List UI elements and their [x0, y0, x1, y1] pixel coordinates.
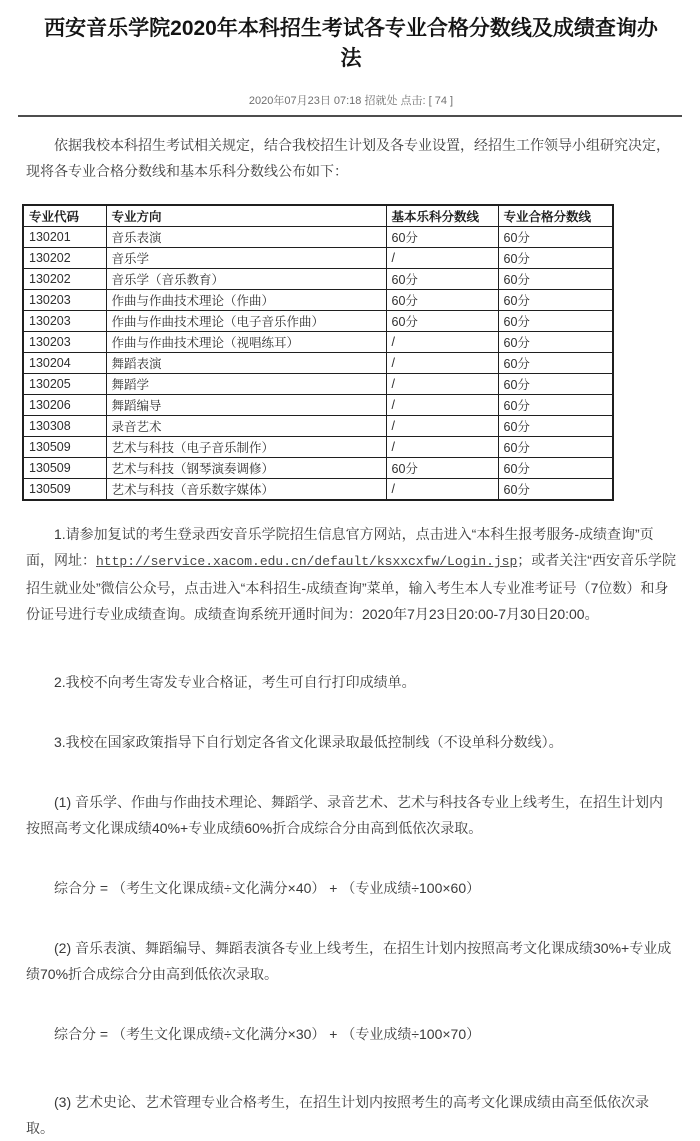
table-row [23, 395, 613, 416]
table-cell: 作曲与作曲技术理论（作曲） [106, 290, 386, 311]
col-header-major-code: 专业代码 [23, 205, 106, 227]
table-cell: 艺术与科技（钢琴演奏调修） [106, 458, 386, 479]
table-cell: 130204 [23, 353, 106, 374]
table-cell: 60分 [386, 458, 498, 479]
table-row [23, 290, 613, 311]
table-row [23, 416, 613, 437]
col-header-basic-music-score: 基本乐科分数线 [386, 205, 498, 227]
table-cell: 60分 [498, 437, 613, 458]
table-cell: 艺术与科技（音乐数字媒体） [106, 479, 386, 501]
table-cell: 音乐表演 [106, 227, 386, 248]
score-table-body [23, 227, 613, 501]
table-row [23, 479, 613, 501]
table-cell: 60分 [498, 332, 613, 353]
table-cell: / [386, 332, 498, 353]
table-cell: 130206 [23, 395, 106, 416]
intro-paragraph: 依据我校本科招生考试相关规定，结合我校招生计划及各专业设置，经招生工作领导小组研究决定，现将各专业合格分数线和基本乐科分数线公布如下： [26, 137, 670, 179]
table-cell: 60分 [498, 416, 613, 437]
table-row [23, 332, 613, 353]
rule-1-paragraph: (1) 音乐学、作曲与作曲技术理论、舞蹈学、录音艺术、艺术与科技各专业上线考生，在招生计划内按照高考文化课成绩40%+专业成绩60%折合成综合分由高到低依次录取。 [26, 794, 663, 836]
table-cell: / [386, 437, 498, 458]
page-title: 西安音乐学院2020年本科招生考试各专业合格分数线及成绩查询办法 [44, 17, 658, 70]
table-cell: 130205 [23, 374, 106, 395]
table-cell: 130203 [23, 311, 106, 332]
table-cell: 60分 [498, 248, 613, 269]
table-cell: / [386, 248, 498, 269]
table-cell: 录音艺术 [106, 416, 386, 437]
table-row [23, 458, 613, 479]
table-cell: 舞蹈表演 [106, 353, 386, 374]
score-line-table [22, 204, 614, 501]
table-cell: 130202 [23, 248, 106, 269]
table-row [23, 311, 613, 332]
table-cell: / [386, 395, 498, 416]
table-row [23, 437, 613, 458]
composite-score-formula-2: 综合分 = （考生文化课成绩÷文化满分×30） + （专业成绩÷100×70） [54, 1026, 481, 1042]
header-divider [18, 115, 682, 117]
table-cell: 130202 [23, 269, 106, 290]
table-cell: 60分 [498, 458, 613, 479]
table-row [23, 353, 613, 374]
table-cell: 60分 [498, 353, 613, 374]
col-header-pass-score: 专业合格分数线 [498, 205, 613, 227]
table-cell: 130203 [23, 332, 106, 353]
table-header-row [23, 205, 613, 227]
table-cell: 60分 [498, 395, 613, 416]
table-cell: 60分 [386, 227, 498, 248]
table-cell: / [386, 374, 498, 395]
note-1-text-before: 1.请参加复试的考生登录西安音乐学院招生信息官方网站，点击进入“本科生报考服务-成绩查询”页面，网址： [26, 526, 654, 568]
table-cell: 舞蹈学 [106, 374, 386, 395]
note-1-text-after: ；或者关注“西安音乐学院招生就业处”微信公众号，点击进入“本科招生-成绩查询”菜单，输入考生本人专业准考证号（7位数）和身份证号进行专业成绩查询。成绩查询系统开通时间为：2020年7月23日20:00-7月30日20:00。 [26, 552, 676, 622]
table-cell: 60分 [386, 290, 498, 311]
table-cell: / [386, 416, 498, 437]
rule-3-paragraph: (3) 艺术史论、艺术管理专业合格考生，在招生计划内按照考生的高考文化课成绩由高至低依次录取。 [26, 1094, 649, 1136]
note-2-paragraph: 2.我校不向考生寄发专业合格证，考生可自行打印成绩单。 [54, 674, 416, 690]
table-cell: 60分 [498, 374, 613, 395]
table-cell: 作曲与作曲技术理论（电子音乐作曲） [106, 311, 386, 332]
table-cell: / [386, 479, 498, 501]
table-cell: 130203 [23, 290, 106, 311]
table-row [23, 374, 613, 395]
col-header-major-direction: 专业方向 [106, 205, 386, 227]
table-cell: 60分 [498, 227, 613, 248]
table-cell: 130308 [23, 416, 106, 437]
article-meta: 2020年07月23日 07:18 招就处 点击: [ 74 ] [248, 95, 454, 107]
table-cell: 60分 [498, 311, 613, 332]
table-cell: 艺术与科技（电子音乐制作） [106, 437, 386, 458]
table-cell: 舞蹈编导 [106, 395, 386, 416]
note-3-paragraph: 3.我校在国家政策指导下自行划定各省文化课录取最低控制线（不设单科分数线）。 [54, 734, 563, 750]
table-cell: / [386, 353, 498, 374]
table-cell: 130509 [23, 479, 106, 501]
table-cell: 130201 [23, 227, 106, 248]
table-row [23, 248, 613, 269]
rule-2-paragraph: (2) 音乐表演、舞蹈编导、舞蹈表演各专业上线考生，在招生计划内按照高考文化课成绩30%+专业成绩70%折合成综合分由高到低依次录取。 [26, 940, 672, 982]
table-cell: 60分 [386, 269, 498, 290]
composite-score-formula-1: 综合分 = （考生文化课成绩÷文化满分×40） + （专业成绩÷100×60） [54, 880, 481, 896]
note-1-paragraph [26, 521, 676, 627]
table-cell: 130509 [23, 458, 106, 479]
score-query-link[interactable]: http://service.xacom.edu.cn/default/ksxxcxfw/Login.jsp [96, 554, 518, 569]
table-cell: 60分 [498, 290, 613, 311]
table-row [23, 227, 613, 248]
table-row [23, 269, 613, 290]
table-cell: 60分 [498, 269, 613, 290]
table-cell: 音乐学 [106, 248, 386, 269]
table-cell: 60分 [498, 479, 613, 501]
table-cell: 作曲与作曲技术理论（视唱练耳） [106, 332, 386, 353]
table-cell: 130509 [23, 437, 106, 458]
table-cell: 60分 [386, 311, 498, 332]
table-cell: 音乐学（音乐教育） [106, 269, 386, 290]
